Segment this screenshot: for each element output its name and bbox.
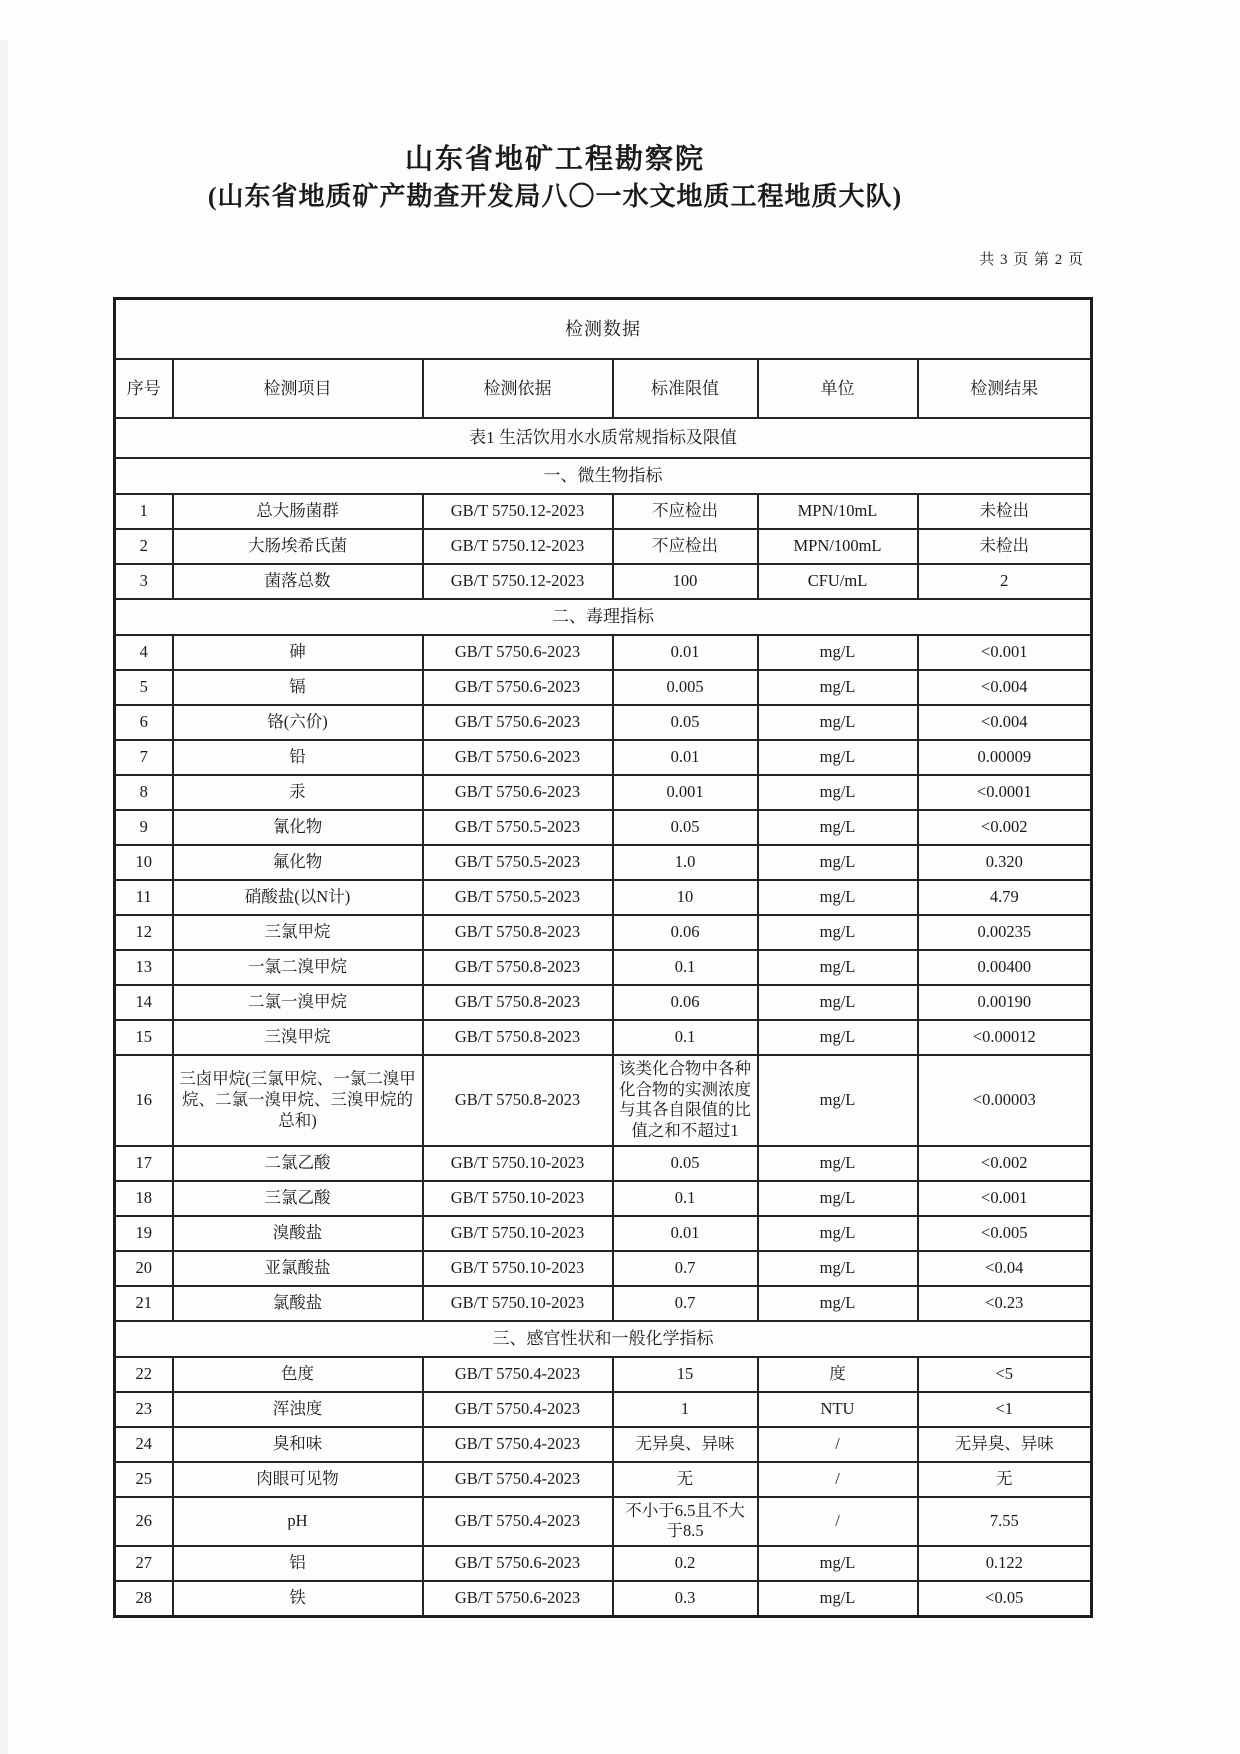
method-cell: GB/T 5750.4-2023	[423, 1497, 613, 1546]
result-cell: <0.00003	[918, 1055, 1092, 1146]
column-header-method: 检测依据	[423, 359, 613, 418]
table-row	[115, 494, 1092, 529]
unit-cell: mg/L	[758, 950, 918, 985]
row-index-cell: 17	[115, 1146, 173, 1181]
row-index-cell: 16	[115, 1055, 173, 1146]
table-row	[115, 775, 1092, 810]
row-index-cell: 12	[115, 915, 173, 950]
limit-cell: 0.2	[613, 1546, 758, 1581]
item-cell: 一氯二溴甲烷	[173, 950, 423, 985]
table-row	[115, 810, 1092, 845]
item-cell: 氟化物	[173, 845, 423, 880]
row-index-cell: 26	[115, 1497, 173, 1546]
result-cell: 7.55	[918, 1497, 1092, 1546]
limit-cell: 0.001	[613, 775, 758, 810]
row-index-cell: 11	[115, 880, 173, 915]
unit-cell: mg/L	[758, 845, 918, 880]
limit-cell: 0.01	[613, 740, 758, 775]
table-row	[115, 1146, 1092, 1181]
limit-cell: 0.01	[613, 1216, 758, 1251]
item-cell: 砷	[173, 635, 423, 670]
row-index-cell: 7	[115, 740, 173, 775]
unit-cell: CFU/mL	[758, 564, 918, 599]
item-cell: 二氯一溴甲烷	[173, 985, 423, 1020]
unit-cell: MPN/10mL	[758, 494, 918, 529]
unit-cell: 度	[758, 1357, 918, 1392]
item-cell: 铁	[173, 1581, 423, 1617]
limit-cell: 0.06	[613, 915, 758, 950]
row-index-cell: 22	[115, 1357, 173, 1392]
unit-cell: mg/L	[758, 1286, 918, 1321]
table-row	[115, 1286, 1092, 1321]
table-row	[115, 740, 1092, 775]
table-row	[115, 635, 1092, 670]
column-header-result: 检测结果	[918, 359, 1092, 418]
item-cell: 大肠埃希氏菌	[173, 529, 423, 564]
result-cell: <0.005	[918, 1216, 1092, 1251]
section-header-row	[115, 1321, 1092, 1357]
unit-cell: mg/L	[758, 1055, 918, 1146]
limit-cell: 无	[613, 1462, 758, 1497]
unit-cell: mg/L	[758, 1546, 918, 1581]
table-row	[115, 1581, 1092, 1617]
result-cell: 0.00009	[918, 740, 1092, 775]
limit-cell: 0.05	[613, 705, 758, 740]
method-cell: GB/T 5750.10-2023	[423, 1181, 613, 1216]
row-index-cell: 8	[115, 775, 173, 810]
item-cell: 硝酸盐(以N计)	[173, 880, 423, 915]
page-count-info: 共 3 页 第 2 页	[979, 252, 1084, 268]
method-cell: GB/T 5750.6-2023	[423, 705, 613, 740]
result-cell: <5	[918, 1357, 1092, 1392]
table-row	[115, 1546, 1092, 1581]
table-row	[115, 950, 1092, 985]
table-row	[115, 1251, 1092, 1286]
item-cell: 三氯甲烷	[173, 915, 423, 950]
row-index-cell: 5	[115, 670, 173, 705]
item-cell: 总大肠菌群	[173, 494, 423, 529]
method-cell: GB/T 5750.8-2023	[423, 1020, 613, 1055]
table-row	[115, 1427, 1092, 1462]
limit-cell: 1.0	[613, 845, 758, 880]
doc-title-line2: (山东省地质矿产勘查开发局八〇一水文地质工程地质大队)	[207, 182, 903, 212]
unit-cell: mg/L	[758, 1181, 918, 1216]
row-index-cell: 6	[115, 705, 173, 740]
item-cell: 亚氯酸盐	[173, 1251, 423, 1286]
limit-cell: 0.01	[613, 635, 758, 670]
limit-cell: 15	[613, 1357, 758, 1392]
unit-cell: mg/L	[758, 1020, 918, 1055]
table-row	[115, 1497, 1092, 1546]
row-index-cell: 24	[115, 1427, 173, 1462]
result-cell: <0.001	[918, 635, 1092, 670]
section-header-row	[115, 599, 1092, 635]
limit-cell: 0.06	[613, 985, 758, 1020]
method-cell: GB/T 5750.12-2023	[423, 529, 613, 564]
limit-cell: 0.005	[613, 670, 758, 705]
limit-cell: 10	[613, 880, 758, 915]
result-cell: <0.002	[918, 810, 1092, 845]
table-row	[115, 1216, 1092, 1251]
row-index-cell: 18	[115, 1181, 173, 1216]
result-cell: 未检出	[918, 494, 1092, 529]
method-cell: GB/T 5750.4-2023	[423, 1357, 613, 1392]
item-cell: 色度	[173, 1357, 423, 1392]
method-cell: GB/T 5750.12-2023	[423, 494, 613, 529]
method-cell: GB/T 5750.6-2023	[423, 635, 613, 670]
result-cell: 4.79	[918, 880, 1092, 915]
unit-cell: mg/L	[758, 635, 918, 670]
item-cell: 氯酸盐	[173, 1286, 423, 1321]
unit-cell: /	[758, 1497, 918, 1546]
result-cell: 2	[918, 564, 1092, 599]
unit-cell: mg/L	[758, 740, 918, 775]
item-cell: 三溴甲烷	[173, 1020, 423, 1055]
unit-cell: mg/L	[758, 810, 918, 845]
result-cell: 未检出	[918, 529, 1092, 564]
column-header-index: 序号	[115, 359, 173, 418]
column-header-item: 检测项目	[173, 359, 423, 418]
item-cell: 浑浊度	[173, 1392, 423, 1427]
method-cell: GB/T 5750.5-2023	[423, 880, 613, 915]
result-cell: <1	[918, 1392, 1092, 1427]
unit-cell: NTU	[758, 1392, 918, 1427]
method-cell: GB/T 5750.6-2023	[423, 740, 613, 775]
row-index-cell: 4	[115, 635, 173, 670]
limit-cell: 100	[613, 564, 758, 599]
item-cell: 菌落总数	[173, 564, 423, 599]
scan-edge-artifact	[0, 40, 8, 1754]
method-cell: GB/T 5750.6-2023	[423, 775, 613, 810]
table-row	[115, 1055, 1092, 1146]
method-cell: GB/T 5750.6-2023	[423, 670, 613, 705]
method-cell: GB/T 5750.8-2023	[423, 1055, 613, 1146]
result-cell: 0.00235	[918, 915, 1092, 950]
method-cell: GB/T 5750.5-2023	[423, 810, 613, 845]
row-index-cell: 27	[115, 1546, 173, 1581]
row-index-cell: 1	[115, 494, 173, 529]
table-row	[115, 1357, 1092, 1392]
limit-cell: 0.1	[613, 950, 758, 985]
test-data-table	[113, 297, 1093, 1618]
item-cell: 二氯乙酸	[173, 1146, 423, 1181]
result-cell: <0.23	[918, 1286, 1092, 1321]
result-cell: <0.004	[918, 705, 1092, 740]
table-row	[115, 529, 1092, 564]
unit-cell: mg/L	[758, 1216, 918, 1251]
method-cell: GB/T 5750.10-2023	[423, 1146, 613, 1181]
result-cell: 0.00400	[918, 950, 1092, 985]
unit-cell: mg/L	[758, 985, 918, 1020]
item-cell: 镉	[173, 670, 423, 705]
table-row	[115, 1020, 1092, 1055]
item-cell: 三氯乙酸	[173, 1181, 423, 1216]
item-cell: 三卤甲烷(三氯甲烷、一氯二溴甲烷、二氯一溴甲烷、三溴甲烷的总和)	[173, 1055, 423, 1146]
item-cell: 铬(六价)	[173, 705, 423, 740]
unit-cell: mg/L	[758, 915, 918, 950]
limit-cell: 不应检出	[613, 529, 758, 564]
unit-cell: /	[758, 1427, 918, 1462]
column-header-limit: 标准限值	[613, 359, 758, 418]
unit-cell: mg/L	[758, 1146, 918, 1181]
table-row	[115, 1392, 1092, 1427]
item-cell: 溴酸盐	[173, 1216, 423, 1251]
table-title: 检测数据	[115, 299, 1092, 360]
result-cell: <0.04	[918, 1251, 1092, 1286]
result-cell: 0.320	[918, 845, 1092, 880]
method-cell: GB/T 5750.10-2023	[423, 1286, 613, 1321]
unit-cell: /	[758, 1462, 918, 1497]
row-index-cell: 21	[115, 1286, 173, 1321]
limit-cell: 0.3	[613, 1581, 758, 1617]
table-row	[115, 915, 1092, 950]
item-cell: 铝	[173, 1546, 423, 1581]
column-header-unit: 单位	[758, 359, 918, 418]
table-row	[115, 880, 1092, 915]
item-cell: 臭和味	[173, 1427, 423, 1462]
limit-cell: 0.7	[613, 1286, 758, 1321]
limit-cell: 无异臭、异味	[613, 1427, 758, 1462]
section-header-row	[115, 458, 1092, 494]
item-cell: pH	[173, 1497, 423, 1546]
row-index-cell: 2	[115, 529, 173, 564]
item-cell: 铅	[173, 740, 423, 775]
result-cell: 0.00190	[918, 985, 1092, 1020]
row-index-cell: 10	[115, 845, 173, 880]
method-cell: GB/T 5750.10-2023	[423, 1216, 613, 1251]
table-title-row	[115, 299, 1092, 360]
unit-cell: mg/L	[758, 670, 918, 705]
method-cell: GB/T 5750.4-2023	[423, 1392, 613, 1427]
table-row	[115, 705, 1092, 740]
table-body	[115, 458, 1092, 1616]
limit-cell: 不应检出	[613, 494, 758, 529]
limit-cell: 0.7	[613, 1251, 758, 1286]
row-index-cell: 3	[115, 564, 173, 599]
section-header: 一、微生物指标	[115, 458, 1092, 494]
row-index-cell: 19	[115, 1216, 173, 1251]
limit-cell: 0.05	[613, 810, 758, 845]
document-header	[0, 142, 1110, 216]
method-cell: GB/T 5750.12-2023	[423, 564, 613, 599]
row-index-cell: 28	[115, 1581, 173, 1617]
limit-cell: 不小于6.5且不大于8.5	[613, 1497, 758, 1546]
unit-cell: MPN/100mL	[758, 529, 918, 564]
row-index-cell: 13	[115, 950, 173, 985]
section-header: 二、毒理指标	[115, 599, 1092, 635]
method-cell: GB/T 5750.6-2023	[423, 1581, 613, 1617]
result-cell: <0.004	[918, 670, 1092, 705]
result-cell: 0.122	[918, 1546, 1092, 1581]
method-cell: GB/T 5750.6-2023	[423, 1546, 613, 1581]
table-column-header-row	[115, 359, 1092, 418]
limit-cell: 1	[613, 1392, 758, 1427]
row-index-cell: 15	[115, 1020, 173, 1055]
unit-cell: mg/L	[758, 1581, 918, 1617]
result-cell: <0.002	[918, 1146, 1092, 1181]
table-row	[115, 985, 1092, 1020]
result-cell: <0.05	[918, 1581, 1092, 1617]
row-index-cell: 20	[115, 1251, 173, 1286]
limit-cell: 0.05	[613, 1146, 758, 1181]
method-cell: GB/T 5750.4-2023	[423, 1462, 613, 1497]
table-row	[115, 670, 1092, 705]
item-cell: 氰化物	[173, 810, 423, 845]
table-subtitle-row	[115, 418, 1092, 458]
unit-cell: mg/L	[758, 880, 918, 915]
table-row	[115, 1181, 1092, 1216]
row-index-cell: 23	[115, 1392, 173, 1427]
method-cell: GB/T 5750.8-2023	[423, 915, 613, 950]
unit-cell: mg/L	[758, 1251, 918, 1286]
item-cell: 汞	[173, 775, 423, 810]
result-cell: <0.00012	[918, 1020, 1092, 1055]
section-header: 三、感官性状和一般化学指标	[115, 1321, 1092, 1357]
limit-cell: 0.1	[613, 1020, 758, 1055]
table-row	[115, 1462, 1092, 1497]
table-row	[115, 564, 1092, 599]
table-subtitle: 表1 生活饮用水水质常规指标及限值	[115, 418, 1092, 458]
unit-cell: mg/L	[758, 775, 918, 810]
row-index-cell: 25	[115, 1462, 173, 1497]
result-cell: 无异臭、异味	[918, 1427, 1092, 1462]
method-cell: GB/T 5750.5-2023	[423, 845, 613, 880]
result-cell: 无	[918, 1462, 1092, 1497]
doc-title-line1: 山东省地矿工程勘察院	[404, 144, 705, 175]
method-cell: GB/T 5750.4-2023	[423, 1427, 613, 1462]
result-cell: <0.0001	[918, 775, 1092, 810]
method-cell: GB/T 5750.8-2023	[423, 985, 613, 1020]
limit-cell: 该类化合物中各种化合物的实测浓度与其各自限值的比值之和不超过1	[613, 1055, 758, 1146]
row-index-cell: 14	[115, 985, 173, 1020]
result-cell: <0.001	[918, 1181, 1092, 1216]
method-cell: GB/T 5750.8-2023	[423, 950, 613, 985]
item-cell: 肉眼可见物	[173, 1462, 423, 1497]
table-row	[115, 845, 1092, 880]
limit-cell: 0.1	[613, 1181, 758, 1216]
unit-cell: mg/L	[758, 705, 918, 740]
method-cell: GB/T 5750.10-2023	[423, 1251, 613, 1286]
row-index-cell: 9	[115, 810, 173, 845]
